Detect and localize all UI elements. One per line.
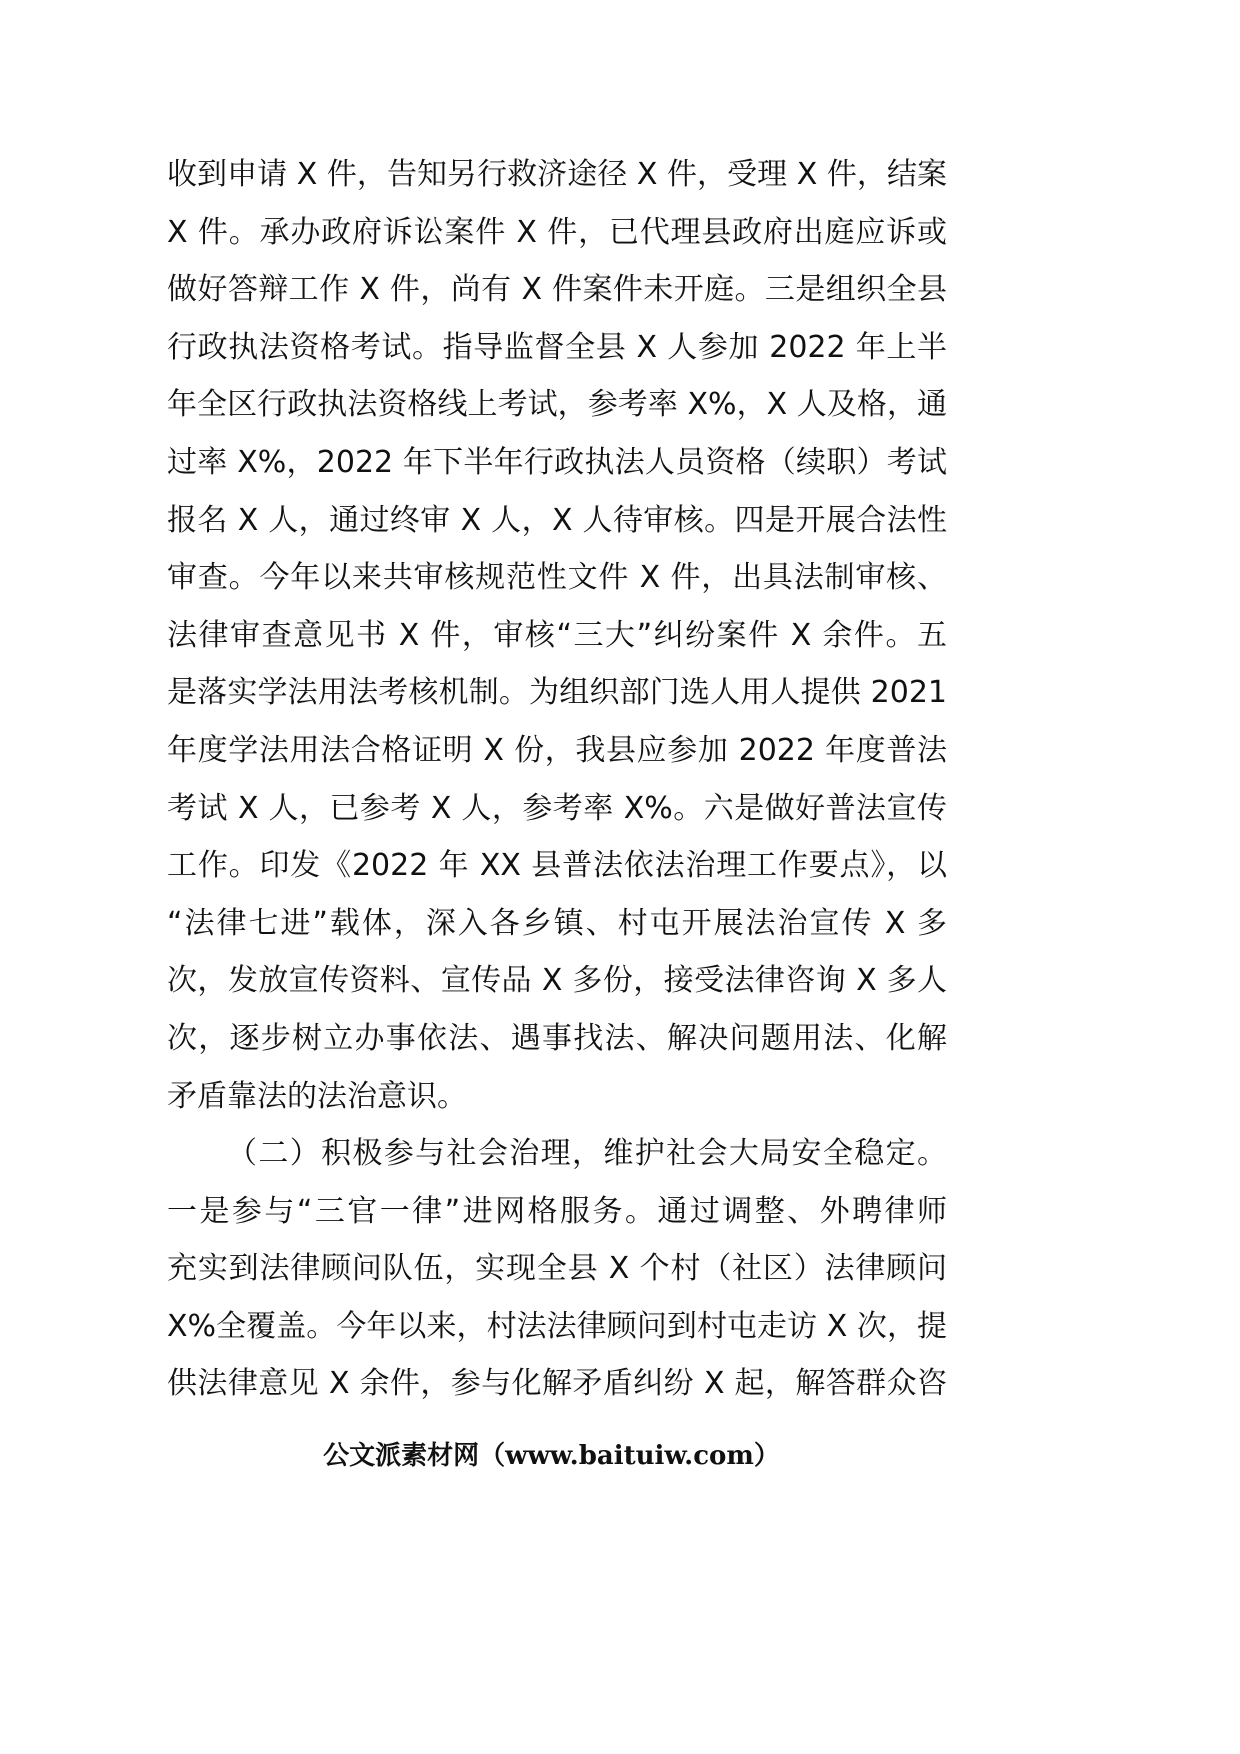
text-line: 一是参与“三官一律”进网格服务。通过调整、外聘律师 <box>167 1193 947 1229</box>
text-line: 年度学法用法合格证明 X 份，我县应参加 2022 年度普法 <box>167 732 947 768</box>
section-heading: （二）积极参与社会治理，维护社会大局安全稳定。 <box>227 1136 947 1172</box>
text-line: “法律七进”载体，深入各乡镇、村屯开展法治宣传 X 多 <box>167 905 947 941</box>
text-line: 是落实学法用法考核机制。为组织部门选人用人提供 2021 <box>167 675 947 711</box>
text-line: 工作。印发《2022 年 XX 县普法依法治理工作要点》，以 <box>167 848 947 884</box>
text-line: 次，逐步树立办事依法、遇事找法、解决问题用法、化解 <box>167 1020 947 1056</box>
text-line: 法律审查意见书 X 件，审核“三大”纠纷案件 X 余件。五 <box>167 617 947 653</box>
text-line: 报名 X 人，通过终审 X 人，X 人待审核。四是开展合法性 <box>167 502 947 538</box>
text-line: 过率 X%，2022 年下半年行政执法人员资格（续职）考试 <box>167 444 947 480</box>
text-line: X%全覆盖。今年以来，村法法律顾问到村屯走访 X 次，提 <box>167 1308 947 1344</box>
text-line: 次，发放宣传资料、宣传品 X 多份，接受法律咨询 X 多人 <box>167 963 947 999</box>
text-line: 行政执法资格考试。指导监督全县 X 人参加 2022 年上半 <box>167 329 947 365</box>
text-line: 充实到法律顾问队伍，实现全县 X 个村（社区）法律顾问 <box>167 1251 947 1287</box>
paragraph-end-line: 矛盾靠法的法治意识。 <box>167 1078 467 1114</box>
text-line: 收到申请 X 件，告知另行救济途径 X 件，受理 X 件，结案 <box>167 157 947 192</box>
footer-watermark: 公文派素材网（www.baituiw.com） <box>323 1441 780 1471</box>
text-line: 年全区行政执法资格线上考试，参考率 X%，X 人及格，通 <box>167 387 947 423</box>
text-line: 考试 X 人，已参考 X 人，参考率 X%。六是做好普法宣传 <box>167 790 947 826</box>
text-line: 审查。今年以来共审核规范性文件 X 件，出具法制审核、 <box>167 560 947 596</box>
document-body <box>167 146 947 1413</box>
text-line: 供法律意见 X 余件，参与化解矛盾纠纷 X 起，解答群众咨 <box>167 1366 947 1402</box>
text-line: 做好答辩工作 X 件，尚有 X 件案件未开庭。三是组织全县 <box>167 272 947 308</box>
text-line: X 件。承办政府诉讼案件 X 件，已代理县政府出庭应诉或 <box>167 214 947 250</box>
